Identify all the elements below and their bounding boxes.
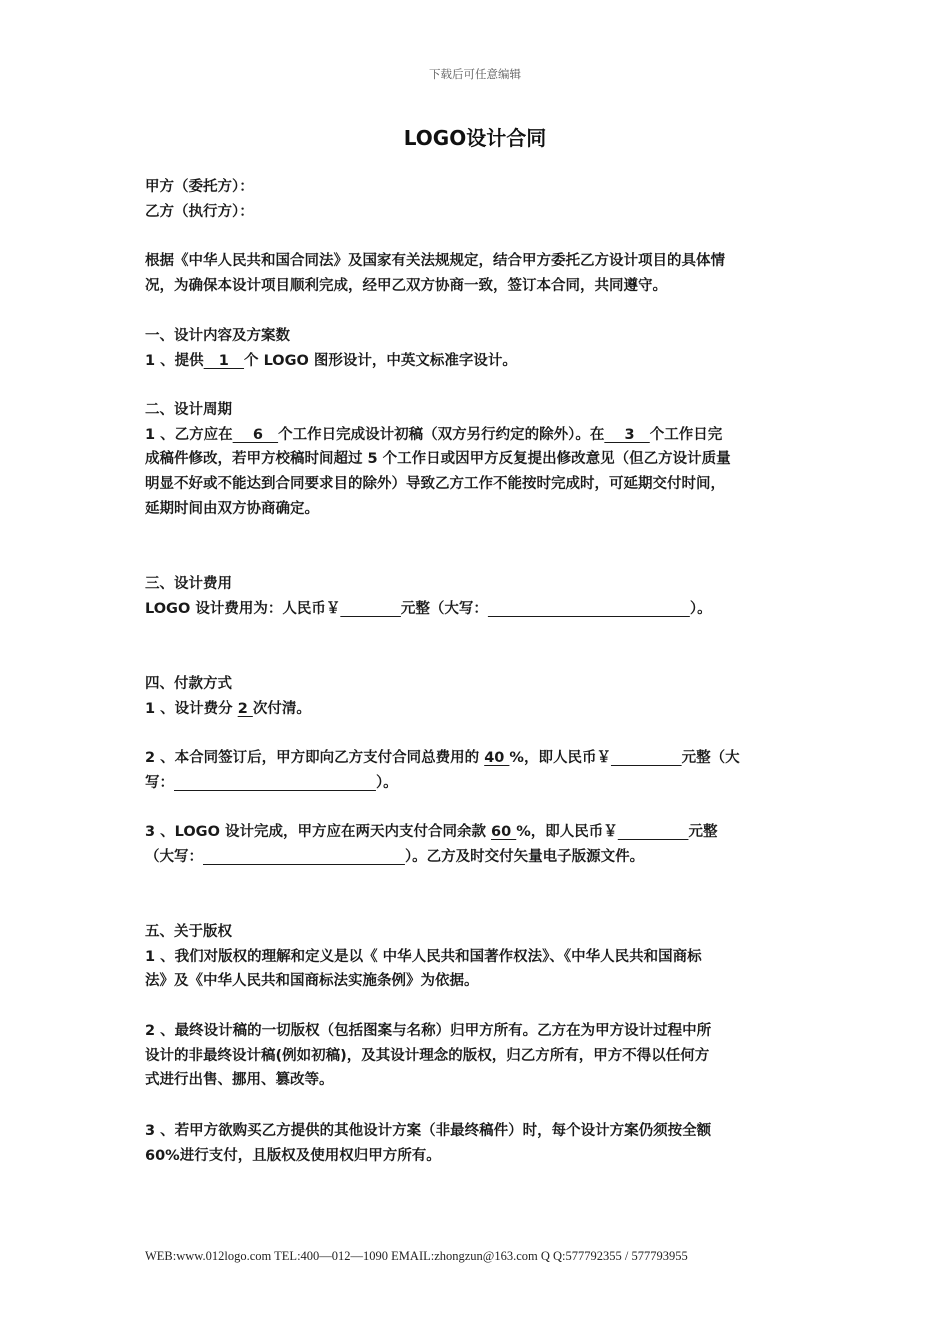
clause-line: 式进行出售、挪用、篡改等。 bbox=[145, 1072, 334, 1089]
clause-text: 次付清。 bbox=[252, 700, 311, 717]
clause-text: ）。乙方及时交付矢量电子版源文件。 bbox=[404, 848, 645, 865]
party-a-label: 甲方（委托方）： bbox=[145, 179, 254, 195]
fee-capital-blank bbox=[488, 601, 690, 617]
section-design-period bbox=[145, 398, 810, 522]
preamble-line: 况，为确保本设计项目顺利完成，经甲乙双方协商一致，签订本合同，共同遵守。 bbox=[145, 277, 667, 294]
clause-line bbox=[145, 845, 810, 870]
clause-line: 法》及《中华人民共和国商标法实施条例》为依据。 bbox=[145, 973, 479, 990]
period-clause-line: 延期时间由双方协商确定。 bbox=[145, 500, 319, 517]
clause-line: 1 、我们对版权的理解和定义是以《 中华人民共和国著作权法》、《中华人民共和国商标 bbox=[145, 948, 702, 965]
fee-amount-blank bbox=[340, 601, 401, 617]
first-payment-blank bbox=[611, 750, 682, 766]
section-payment bbox=[145, 672, 810, 721]
clause-line: 设计的非最终设计稿(例如初稿)，及其设计理念的版权，归乙方所有，甲方不得以任何方 bbox=[145, 1047, 710, 1064]
final-payment-capital-blank bbox=[203, 849, 405, 865]
draft-days-value: 6 bbox=[232, 426, 279, 443]
clause-text: 1 、提供 bbox=[145, 352, 204, 369]
revision-days-value: 3 bbox=[604, 426, 650, 443]
period-clause-line bbox=[145, 423, 810, 448]
clause-text: LOGO 设计费用为：人民币￥ bbox=[145, 600, 341, 617]
installments-clause bbox=[145, 697, 810, 722]
section-heading: 一、设计内容及方案数 bbox=[145, 328, 290, 344]
contact-footer: WEB:www.012logo.com TEL:400—012—1090 EMAIL:zhongzun@163.com Q Q:577792355 / 577793955 bbox=[145, 1249, 688, 1263]
clause-text: 2 、本合同签订后，甲方即向乙方支付合同总费用的 bbox=[145, 750, 485, 766]
section-heading: 二、设计周期 bbox=[145, 402, 232, 418]
period-clause-line: 成稿件修改，若甲方校稿时间超过 5 个工作日或因甲方反复提出修改意见（但乙方设计质量 bbox=[145, 451, 731, 468]
clause-line bbox=[145, 771, 810, 796]
document-title: LOGO设计合同 bbox=[403, 126, 547, 150]
clause-text: ）。 bbox=[689, 600, 712, 617]
first-payment-percent: 40 bbox=[484, 750, 510, 766]
design-count-clause bbox=[145, 349, 810, 374]
clause-text: 3 、LOGO 设计完成，甲方应在两天内支付合同余款 bbox=[145, 824, 492, 840]
clause-text: 元整（大 bbox=[681, 750, 740, 766]
clause-text: ）。 bbox=[375, 774, 398, 791]
preamble bbox=[145, 249, 810, 298]
copyright-clause-3 bbox=[145, 1119, 810, 1168]
installments-value: 2 bbox=[237, 700, 253, 717]
section-design-content bbox=[145, 324, 810, 373]
clause-line bbox=[145, 746, 810, 771]
section-heading: 四、付款方式 bbox=[145, 676, 232, 692]
final-payment-percent: 60 bbox=[491, 824, 517, 840]
section-heading: 三、设计费用 bbox=[145, 576, 232, 592]
clause-text: 1 、乙方应在 bbox=[145, 426, 233, 443]
clause-text: 个工作日完 bbox=[649, 426, 723, 443]
copyright-clause-2 bbox=[145, 1019, 810, 1093]
clause-text: 元整 bbox=[688, 824, 718, 840]
party-b-label: 乙方（执行方）： bbox=[145, 203, 254, 220]
period-clause-line: 明显不好或不能达到合同要求目的除外）导致乙方工作不能按时完成时，可延期交付时间， bbox=[145, 476, 725, 493]
clause-text: 1 、设计费分 bbox=[145, 700, 238, 717]
clause-line: 3 、若甲方欲购买乙方提供的其他设计方案（非最终稿件）时，每个设计方案仍须按全额 bbox=[145, 1123, 712, 1139]
first-payment-capital-blank bbox=[174, 775, 376, 791]
fee-clause bbox=[145, 597, 810, 622]
clause-text: %，即人民币￥ bbox=[516, 824, 618, 840]
clause-text: 个 LOGO 图形设计，中英文标准字设计。 bbox=[244, 352, 517, 369]
design-count-value: 1 bbox=[203, 352, 245, 369]
payment-clause-2 bbox=[145, 746, 810, 795]
clause-text: 个工作日完成设计初稿（双方另行约定的除外）。在 bbox=[278, 426, 605, 443]
clause-text: %，即人民币￥ bbox=[509, 750, 611, 766]
section-copyright bbox=[145, 920, 810, 994]
section-heading: 五、关于版权 bbox=[145, 924, 232, 940]
clause-line: 60%进行支付，且版权及使用权归甲方所有。 bbox=[145, 1147, 441, 1164]
preamble-line: 根据《中华人民共和国合同法》及国家有关法规规定，结合甲方委托乙方设计项目的具体情 bbox=[145, 253, 725, 269]
clause-text: 元整（大写： bbox=[400, 600, 488, 617]
clause-text: 写： bbox=[145, 774, 174, 791]
final-payment-blank bbox=[618, 824, 689, 840]
clause-line bbox=[145, 820, 810, 845]
clause-text: （大写： bbox=[145, 848, 203, 865]
clause-line: 2 、最终设计稿的一切版权（包括图案与名称）归甲方所有。乙方在为甲方设计过程中所 bbox=[145, 1023, 712, 1039]
payment-clause-3 bbox=[145, 820, 810, 869]
section-design-fee bbox=[145, 572, 810, 621]
page-header: 下载后可任意编辑 bbox=[429, 67, 521, 81]
parties-block bbox=[145, 175, 810, 224]
